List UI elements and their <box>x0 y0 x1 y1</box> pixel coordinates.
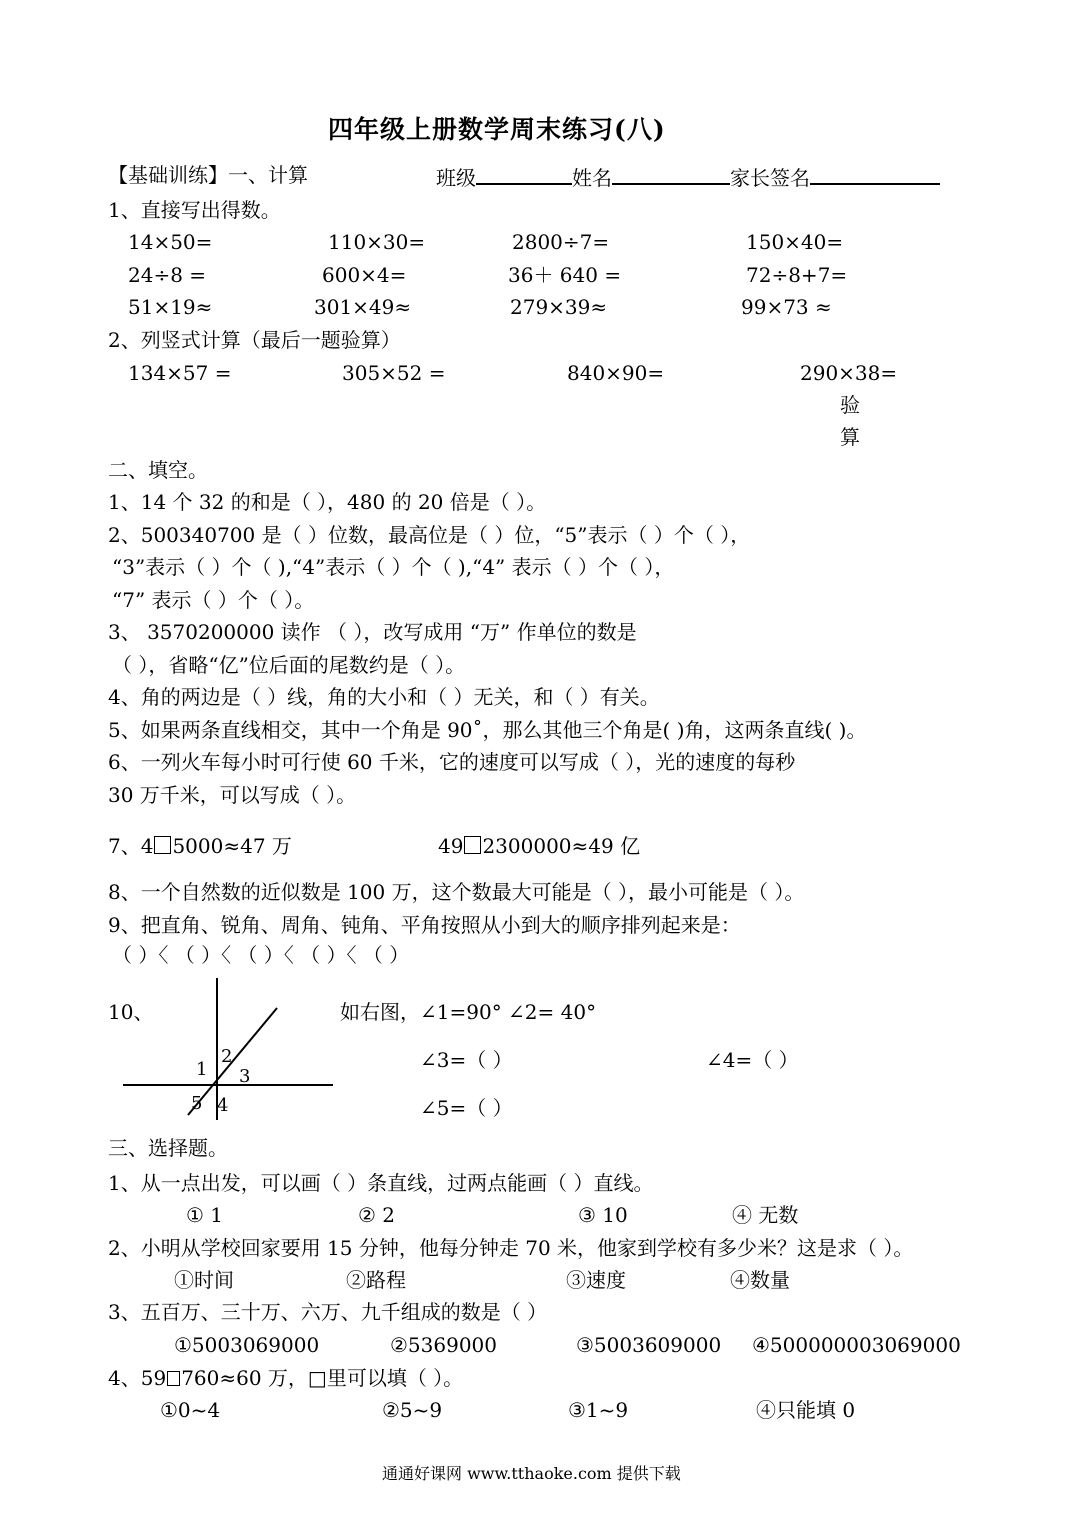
choice-question: 1、从一点出发，可以画（ ）条直线，过两点能画（ ）直线。 <box>108 1171 654 1195</box>
answer-box <box>154 836 171 854</box>
calc-item: 24÷8 = <box>128 263 207 287</box>
choice-option: ④只能填 0 <box>756 1398 856 1422</box>
name-blank <box>612 165 730 185</box>
answer-box <box>464 836 481 854</box>
q10-answer-4: ∠4=（ ） <box>706 1048 799 1072</box>
class-field <box>436 165 940 188</box>
q1-title: 1、直接写出得数。 <box>108 198 281 222</box>
fill-heading: 二、填空。 <box>108 458 208 482</box>
choice-question-4 <box>108 1368 463 1388</box>
class-label: 班级 <box>436 166 476 190</box>
footer-credit: 通通好课网 www.tthaoke.com 提供下载 <box>382 1464 681 1483</box>
fill-line: 4、角的两边是（ ）线，角的大小和（ ）无关，和（ ）有关。 <box>108 685 660 709</box>
fill-line: 8、一个自然数的近似数是 100 万，这个数最大可能是（ ），最小可能是（ ）。 <box>108 880 805 904</box>
q4-suffix: 760≈60 万，□里可以填（ ）。 <box>181 1366 464 1390</box>
choice-option: ① 1 <box>186 1203 224 1227</box>
choice-option: ②路程 <box>346 1268 406 1292</box>
fill-line: （ ），省略“亿”位后面的尾数约是（ ）。 <box>112 653 466 677</box>
answer-box <box>167 1371 180 1386</box>
q10-text: 如右图，∠1=90° ∠2= 40° <box>340 1000 597 1024</box>
fill-line: 3、 3570200000 读作 （ ），改写成用 “万” 作单位的数是 <box>108 620 637 644</box>
q7-suffix: 5000≈47 万 <box>172 834 292 858</box>
choice-option: ③速度 <box>566 1268 626 1292</box>
calc-item: 2800÷7= <box>512 230 610 254</box>
fill-line: “7” 表示（ ）个（ ）。 <box>112 588 315 612</box>
q10-answer-3: ∠3=（ ） <box>420 1048 513 1072</box>
angle-label-2: 2 <box>221 1046 233 1067</box>
fill-line: 2、500340700 是（ ）位数，最高位是（ ）位，“5”表示（ ）个（ ）， <box>108 523 751 547</box>
choice-option: ③1~9 <box>568 1398 629 1422</box>
name-label: 姓名 <box>572 166 612 190</box>
class-blank <box>476 165 572 185</box>
q10-label: 10、 <box>108 1000 154 1024</box>
parent-sign-label: 家长签名 <box>730 166 810 190</box>
check-label: 算 <box>840 425 860 449</box>
q4-prefix: 4、59 <box>108 1366 167 1390</box>
calc-item: 36＋ 640 = <box>508 263 622 287</box>
calc-item: 99×73 ≈ <box>741 295 832 319</box>
calc-item: 72÷8+7= <box>746 263 848 287</box>
choice-option: ② 2 <box>358 1203 396 1227</box>
vertical-calc-item: 290×38= <box>800 361 898 385</box>
calc-item: 110×30= <box>328 230 426 254</box>
angle-label-4: 4 <box>217 1095 229 1116</box>
fill-q7b <box>438 836 640 856</box>
choice-option: ④数量 <box>730 1268 790 1292</box>
vertical-calc-item: 134×57 = <box>128 361 232 385</box>
angle-label-3: 3 <box>239 1066 251 1087</box>
check-label: 验 <box>840 393 860 417</box>
fill-line: 1、14 个 32 的和是（ ），480 的 20 倍是（ ）。 <box>108 490 547 514</box>
choice-option: ③ 10 <box>578 1203 628 1227</box>
fill-line: 5、如果两条直线相交，其中一个角是 90˚，那么其他三个角是( )角，这两条直线( )。 <box>108 718 867 742</box>
choice-heading: 三、选择题。 <box>108 1136 228 1160</box>
vertical-calc-item: 305×52 = <box>342 361 446 385</box>
calc-item: 279×39≈ <box>510 295 608 319</box>
choice-option: ①0~4 <box>160 1398 221 1422</box>
q2-title: 2、列竖式计算（最后一题验算） <box>108 328 401 352</box>
angle-label-5: 5 <box>191 1093 203 1114</box>
calc-item: 301×49≈ <box>314 295 412 319</box>
choice-option: ①5003069000 <box>174 1333 320 1357</box>
angle-label-1: 1 <box>196 1059 208 1080</box>
choice-option: ②5369000 <box>390 1333 498 1357</box>
fill-line: 30 万千米，可以写成（ ）。 <box>108 783 357 807</box>
vertical-calc-item: 840×90= <box>567 361 665 385</box>
choice-option: ②5~9 <box>382 1398 443 1422</box>
angle-figure <box>115 975 345 1125</box>
q10-answer-5: ∠5=（ ） <box>420 1096 513 1120</box>
choice-option: ①时间 <box>174 1268 234 1292</box>
calc-item: 150×40= <box>746 230 844 254</box>
q7-prefix: 7、4 <box>108 834 154 858</box>
calc-item: 51×19≈ <box>128 295 213 319</box>
calc-item: 14×50= <box>128 230 213 254</box>
fill-line: （ ）〈 （ ）〈 （ ）〈 （ ）〈 （ ） <box>112 943 410 967</box>
q7b-suffix: 2300000≈49 亿 <box>482 834 641 858</box>
choice-option: ④ 无数 <box>732 1203 799 1227</box>
fill-q7 <box>108 836 292 856</box>
section-label: 【基础训练】一、计算 <box>108 163 308 187</box>
choice-option: ④500000003069000 <box>752 1333 961 1357</box>
parent-sign-blank <box>810 165 940 185</box>
choice-question: 2、小明从学校回家要用 15 分钟，他每分钟走 70 米，他家到学校有多少米？这是求（ ）。 <box>108 1236 914 1260</box>
page-title: 四年级上册数学周末练习(八) <box>328 115 666 144</box>
fill-line: “3”表示（ ）个（ ),“4”表示（ ）个（ ),“4” 表示（ ）个（ ）， <box>112 555 675 579</box>
calc-item: 600×4= <box>322 263 407 287</box>
fill-line: 9、把直角、锐角、周角、钝角、平角按照从小到大的顺序排列起来是： <box>108 913 741 937</box>
fill-line: 6、一列火车每小时可行使 60 千米，它的速度可以写成（ ），光的速度的每秒 <box>108 750 796 774</box>
choice-option: ③5003609000 <box>576 1333 722 1357</box>
q7b-prefix: 49 <box>438 834 464 858</box>
choice-question: 3、五百万、三十万、六万、九千组成的数是（ ） <box>108 1300 548 1324</box>
